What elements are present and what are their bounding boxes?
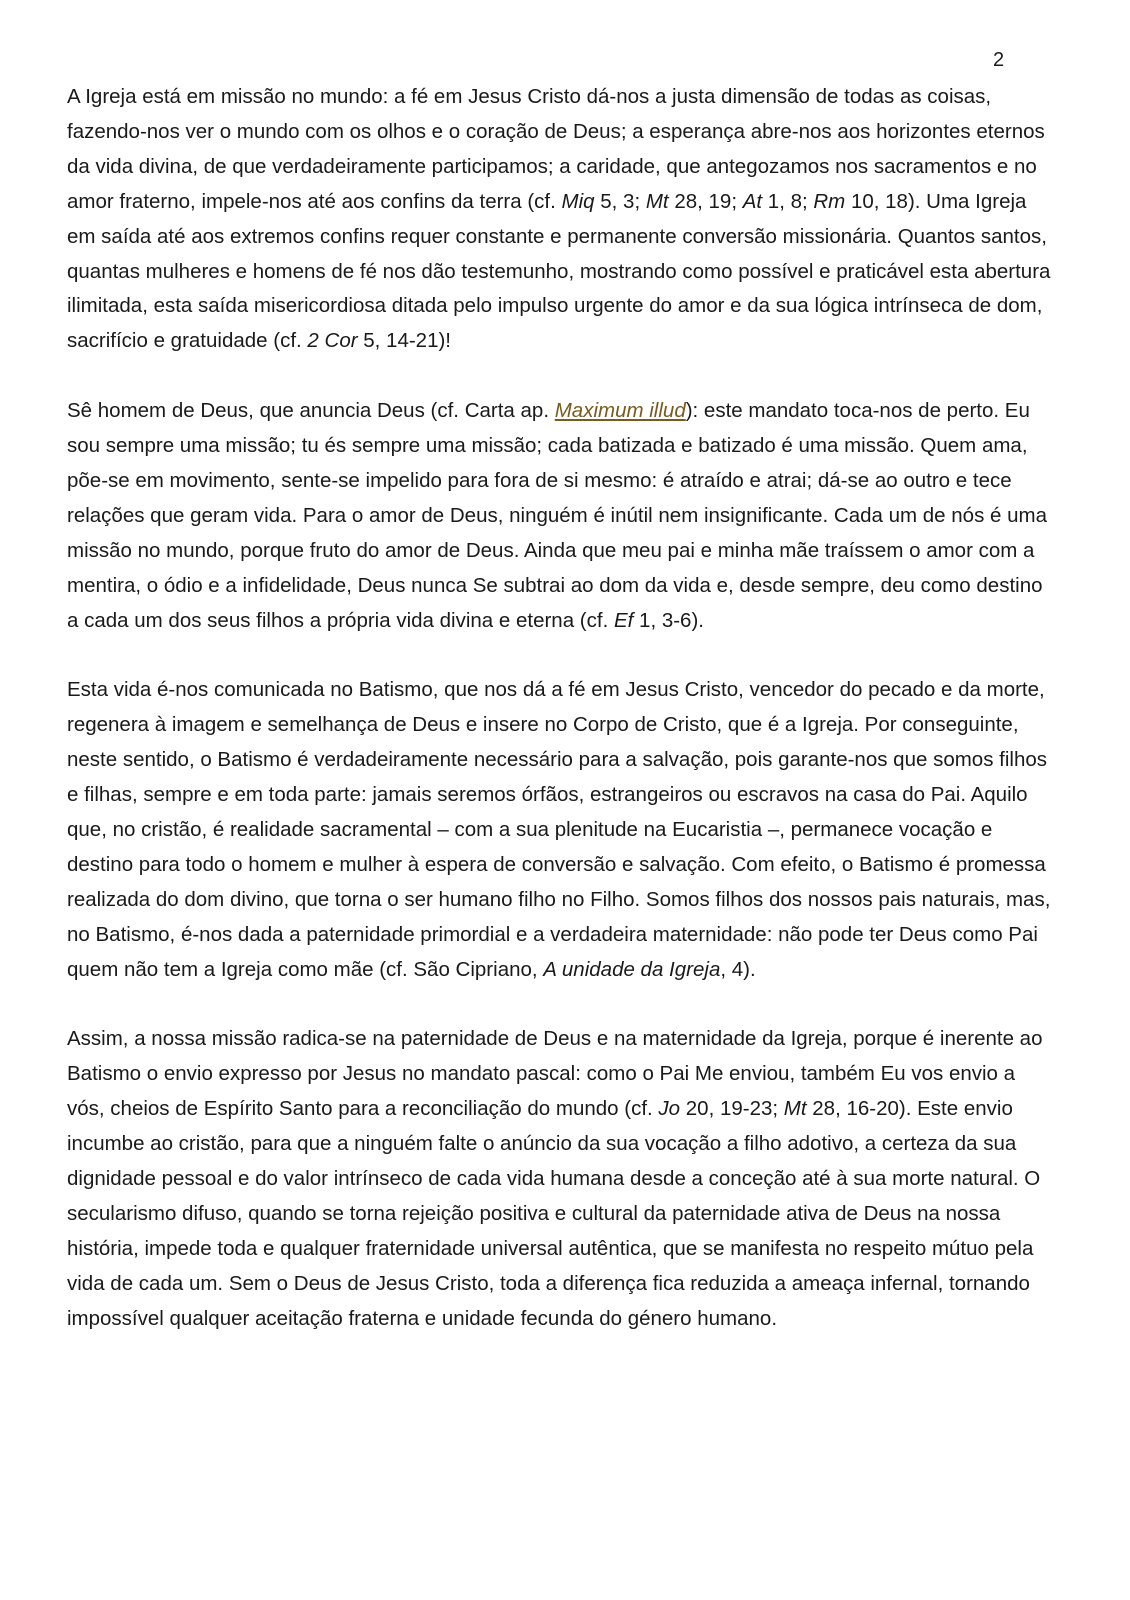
text-run: Assim, a nossa missão radica-se na paternidade de Deus e na maternidade da Igreja, porque é inerente ao Batismo o envio expresso por Jesus no mandato pascal: como o Pai Me enviou, também Eu vos envio a vós, cheios de Espírito Santo para a reconciliação do mundo (cf. — [67, 1027, 1043, 1121]
text-run: 1, 8; — [762, 189, 814, 213]
text-run: Sê homem de Deus, que anuncia Deus (cf. Carta ap. — [67, 399, 555, 423]
text-run: 1, 3-6). — [633, 608, 704, 632]
scripture-ref: Rm — [813, 189, 846, 213]
text-run: ): este mandato toca-nos de perto. Eu sou sempre uma missão; tu és sempre uma missão; cada batizada e batizado é uma missão. Quem ama, põe-se em movimento, sente-se impelido para fora de si mesmo: é atraído e atrai; dá-se ao outro e tece relações que geram vida. Para o amor de Deus, ninguém é inútil nem insignificante. Cada um de nós é uma missão no mundo, porque fruto do amor de Deus. Ainda que meu pai e minha mãe traíssem o amor com a mentira, o ódio e a infidelidade, Deus nunca Se subtrai ao dom da vida e, desde sempre, deu como destino a cada um dos seus filhos a própria vida divina e eterna (cf. — [67, 399, 1047, 632]
text-run: 5, 3; — [594, 189, 646, 213]
scripture-ref: Jo — [658, 1097, 681, 1121]
text-run: 28, 16-20). Este envio incumbe ao cristão, para que a ninguém falte o anúncio da sua vocação a filho adotivo, a certeza da sua dignidade pessoal e do valor intrínseco de cada vida humana desde a conceção até à sua morte natural. O secularismo difuso, quando se torna rejeição positiva e cultural da paternidade ativa de Deus na nossa história, impede toda e qualquer fraternidade universal autêntica, que se manifesta no respeito mútuo pela vida de cada um. Sem o Deus de Jesus Cristo, toda a diferença fica reduzida a ameaça infernal, tornando impossível qualquer aceitação fraterna e unidade fecunda do género humano. — [67, 1097, 1041, 1330]
scripture-ref: Ef — [613, 608, 634, 632]
scripture-ref: At — [742, 189, 763, 213]
scripture-ref: 2 Cor — [307, 329, 358, 353]
text-run: 10, 18). Uma Igreja em saída até aos extremos confins requer constante e permanente conversão missionária. Quantos santos, quantas mulheres e homens de fé nos dão testemunho, mostrando como possível e praticável esta abertura ilimitada, esta saída misericordiosa ditada pelo impulso urgente do amor e da sua lógica intrínseca de dom, sacrifício e gratuidade (cf. — [67, 189, 1051, 353]
paragraph-4 — [67, 1022, 1052, 1336]
scripture-ref: Miq — [561, 189, 595, 213]
text-run: 5, 14-21)! — [357, 329, 452, 353]
scripture-ref: Mt — [783, 1097, 807, 1121]
page-number: 2 — [993, 49, 1005, 71]
text-run: 20, 19-23; — [680, 1097, 784, 1121]
scripture-ref: Mt — [645, 189, 669, 213]
paragraph-2 — [67, 394, 1052, 638]
document-body — [67, 80, 1052, 1337]
text-run: 28, 19; — [668, 189, 743, 213]
maximum-illud-link[interactable]: Maximum illud — [554, 399, 686, 423]
text-run: A Igreja está em missão no mundo: a fé em Jesus Cristo dá-nos a justa dimensão de todas as coisas, fazendo-nos ver o mundo com os olhos e o coração de Deus; a esperança abre-nos aos horizontes eternos da vida divina, de que verdadeiramente participamos; a caridade, que antegozamos nos sacramentos e no amor fraterno, impele-nos até aos confins da terra (cf. — [67, 85, 1045, 213]
work-title-ref: A unidade da Igreja — [543, 957, 721, 981]
paragraph-3 — [67, 673, 1052, 987]
text-run: , 4). — [720, 957, 756, 981]
text-run: Esta vida é-nos comunicada no Batismo, que nos dá a fé em Jesus Cristo, vencedor do pecado e da morte, regenera à imagem e semelhança de Deus e insere no Corpo de Cristo, que é a Igreja. Por conseguinte, neste sentido, o Batismo é verdadeiramente necessário para a salvação, pois garante-nos que somos filhos e filhas, sempre e em toda parte: jamais seremos órfãos, estrangeiros ou escravos na casa do Pai. Aquilo que, no cristão, é realidade sacramental – com a sua plenitude na Eucaristia –, permanece vocação e destino para todo o homem e mulher à espera de conversão e salvação. Com efeito, o Batismo é promessa realizada do dom divino, que torna o ser humano filho no Filho. Somos filhos dos nossos pais naturais, mas, no Batismo, é-nos dada a paternidade primordial e a verdadeira maternidade: não pode ter Deus como Pai quem não tem a Igreja como mãe (cf. São Cipriano, — [67, 678, 1051, 981]
paragraph-1 — [67, 80, 1052, 359]
